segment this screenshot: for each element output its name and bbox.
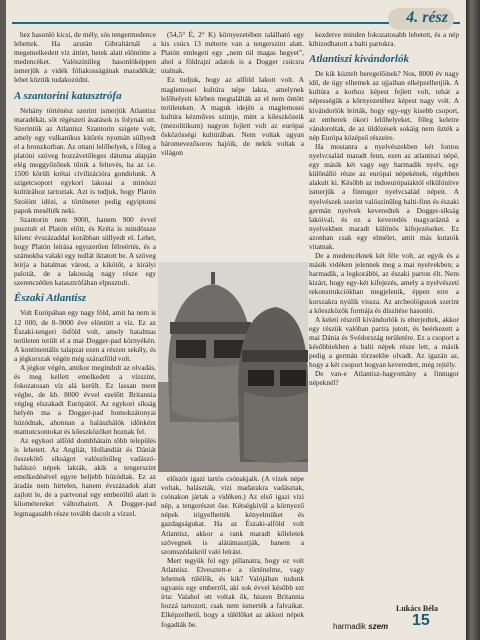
paragraph: Az egykori alföld dombhátain több település is lehetett. Az Angliát, Hollandiát és Dániát összekötő síkságot valószínűleg vadászó-halászó népek lakták, akik a tengerszint emelkedésével egyre beljebb húzódtak. Ez az áradás nem hirtelen, hanem évszázadok alatt zajlott le, de a partvonal egy emberöltő alatt is kilométereket változhatott. A Dogger-pad legmagasabb része tovább dacolt a vízzel. xyxy=(14,435,156,518)
page-number: 15 xyxy=(412,612,430,629)
section-label: 4. rész xyxy=(406,9,448,26)
paragraph: A jégkor végén, amikor megindult az olvadás, és meg kellett emelkedett a vízszint, fokozatosan víz alá került. Ez lassan ment végbe, de kb. 8000 évvel ezelőtt Britannia végleg elszakadt Európától. Az egykori síkság helyén ma a Dogger-pad homokzátonyai húzódnak, ahonnan a halászhálók időnként mamutcsontokat és kőeszközöket hoznak fel. xyxy=(14,363,156,436)
heading-santorini: A szantorini katasztrófa xyxy=(14,89,122,102)
paragraph: hez hasonló kicsi, de mély, sós tengermedence lehettek. Ha azután Gibraltárnál a megemelkedett víz áttört, hetek alatt elöntötte a medencéket. Valószínűleg hasonlóképpen ismerjük a vidék fóliakosságának maradékát; lehet köztük tudakozódni. xyxy=(14,30,156,85)
brand-text: harmadik xyxy=(333,622,366,631)
paragraph: kezdetve minden fokozatosabb lehetett, és a nép kibizodhatott a balti partokra. xyxy=(309,30,459,49)
heading-north-atlantis: Északi Atlantisz xyxy=(14,292,87,305)
column-1 xyxy=(14,30,156,630)
column-2-top xyxy=(161,30,304,262)
book-edge xyxy=(466,0,480,640)
paragraph: A keleti részről kivándorlók is elterjedtek, akkor egy részük valóban partra jutott, és beérkezett a mai Dánia és Svédország területére. Ez a csoport a későbbiekben a balti népek része lett, a másik pedig a germán törzsekbe olvadt. Az igazán az, hogy a két csoport hogyan keveredett, még rejtély. xyxy=(309,314,459,370)
author-name: Lukács Béla xyxy=(395,604,438,613)
heading-emigrants: Atlantiszi kivándorlók xyxy=(309,53,409,66)
paragraph: Ha mostanra a nyelvészekben két fontos nyelvcsalád maradt fenn, ezen az atlantiszi népé, egy másik két vagy egy harmadik nyelv, egy különálló része az európai népekének, régebben alakult ki. Később az indoeurópaiaktól elkülönítve ismerjük a finnugor nyelvcsalád népeit. A nyelvészek szerint valószínűleg balti-finn és északi germán nyelvek keveredtek a Dogger-síkság lakóival, és ez a keveredés magyarázná a nyelvekben maradt különös kifejezéseket. Ez azonban csak egy elmélet, amit más kutatók vitatnak. xyxy=(309,141,459,251)
paragraph: De van-e Atlantisz-hagyomány a finnugor népeknél? xyxy=(309,369,459,388)
paragraph: először igazi tartós csónakjaik. (A vízek népe voltak, halászták, vizi madarakra vadásztak, csónakon jártak a vidéken.) Az első igazi vízi nép, a tengerészet őse. Kétségkívül a környező népek irigyelhették kényelmüket és gazdagságukat. Ha az Északi-alföld volt Atlantisz, akkor a rank maradt kőleletek szövegnek is alátámasztják, hanem a szomszédaikról való leírást. xyxy=(161,474,304,556)
paragraph: Volt Európában egy nagy föld, amit ha nem is 12 000, de 8–9000 éve elöntött a víz. Ez az Északi-tengeri ősföld volt, amely hatalmas területen terült el a mai Dogger-pad környékén. A kontinentális talapzat ezen a részen sekély, és a jégkorszak végén még szárazföld volt. xyxy=(14,308,156,363)
column-2-bottom xyxy=(161,474,304,634)
helmet-illustration xyxy=(158,262,308,472)
paragraph: (54,5° É, 2° K) környezetében található egy kis csúcs 13 méterre van a tengerszint alatt. Platón emlegeti egy „nem túl magas hegyet”, ahol a földrajzi adatok is a Dogger csúcsra utalnak. xyxy=(161,30,304,76)
brand-text-italic: szem xyxy=(368,622,389,631)
paragraph: Ez tudjuk, hogy az alföld lakott volt. A maglemosei kultúra népe lakta, amelynek lelőhelyeit körben megtalálták az el nem öntött területeken. A maguk idején a maglemosei kultúra kézműves szintje, mint a kőeszközeik (mezolitikum) nagyon fejlett volt az európai ősközösségi kultúrában. Nem voltak ugyan háromevezősoros hajóik, de nekik voltak a világon xyxy=(161,75,304,158)
paragraph: Mert tegyük fel egy pillanatra, hogy ez volt Atlantisz. Elvesztett-e a történelme, vagy lehetnek túlélők, és kik? Valójában tudunk ugyanis egy emberről, aki sok évvel később ezt írta: Valahol ott voltak ők, hiszen Britannia hozzá tartozott, csak nem ismerték a falvaikat. Elképzelhető, hogy a túlélőket az akkori népek fogadták be. xyxy=(161,555,304,629)
paragraph: Nehány történész szerint ismerjük Atlantisz maradékát, sőt régészeti ásatások is folynak ott. Szerintük az Atlantisz Szantorin szigete volt, amely egy vulkanikus kitörés nyomán süllyedt el a bronzkorban. Az ottani lelőhelyek, s főleg a platóni szöveg hozzávetőleges dátuma alapján elég meggyőzőnek tűnik a feltevés, ha az i.e. 1500 körüli krétai civilizációra gondolunk. A szigetcsoport egykori lakosai a minószi kultúrához tartoztak. Azt is tudjuk, hogy Platón Szolónt idézi, a történetet pedig egyiptomi papok mesélték neki. xyxy=(14,105,156,215)
paragraph: Szantorin nem 9000, hanem 900 évvel pusztult el Platón előtt, és Kréta is mindössze kilenc évszázaddal korábban süllyedt el. Lehet, hogy Platón leírása egyszerűen félreértés, és a számokba valaki egy nullát iktatott be. A szöveg leírja a hatalmas várost, a kikötőt, a királyi palotát, de a lakosság nagy része egy szerencsétlen katasztrófában elpusztult. xyxy=(14,214,156,288)
magazine-page xyxy=(6,0,466,640)
paragraph: De a medencéknek két féle volt, az egyik és a másik vidéken jelennek meg a mai nyelvekben; a harmadik, a legkorábbi, az északi parton élt. Nem kizárt, hogy egy-két kifejezés, amely a nyelvészeti rekonstrukciókban megjelenik, éppen erre a korszakra nyúlik vissza. Az archeológusok szerint a kőeszközök formája és díszítése hasonló. xyxy=(309,251,459,315)
magazine-brand xyxy=(333,622,388,631)
helmet-photo xyxy=(158,262,308,472)
paragraph: De kik kiiztelt beregelőinek? Nos, 8000 év nagy idő, de úgy elhetnek az ujjaiban elképzelhetjük. A kultúra a korhoz képest fejlett volt, tehát a népességük a környezetéhez képest nagy volt. A kivándorlók leírták, hogy egy-egy kisebb csoport, az emberek ókori lelőhelyeket, főleg keletre vándoroltak, de az üldözések sokáig nem űzték a nép Európa középső részeire. xyxy=(309,69,459,142)
column-3 xyxy=(309,30,459,616)
